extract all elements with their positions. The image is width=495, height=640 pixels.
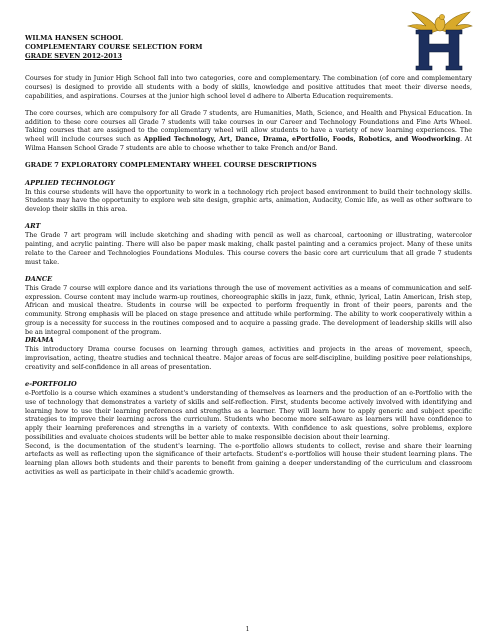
form-title: COMPLEMENTARY COURSE SELECTION FORM: [25, 43, 203, 51]
course-title-eportfolio: e-PORTFOLIO: [25, 380, 77, 388]
course-text-drama: This introductory Drama course focuses on learning through games, activities and projects in the areas of movement, speech, improvisation, acting, theatre studies and technical theatre. Major areas of focus are self-discipline, building positive peer relationships, creativity and self-confidence in all areas of presentation.: [25, 345, 472, 371]
course-text-art: The Grade 7 art program will include sketching and shading with pencil as well as charcoal, cartooning or illustrating, watercolor painting, and acrylic painting. There will also be paper mask making, chalk pastel painting and a ceramics project. Many of these units relate to the Career and Technologies Foundations Modules. This course covers the basic core art curriculum that all grade 7 students must take.: [25, 231, 472, 266]
document-page: [25, 18, 472, 477]
course-title-applied-technology: APPLIED TECHNOLOGY: [25, 178, 115, 187]
grade-title: GRADE SEVEN 2012-2013: [25, 52, 122, 60]
document-header: [25, 18, 472, 74]
intro-p2-end: . At Wilma Hansen School Grade 7 students are able to choose whether to take French and/or Band.: [25, 135, 473, 152]
course-title-dance: DANCE: [25, 274, 53, 283]
course-text-dance: This Grade 7 course will explore dance and its variations through the use of movement activities as a means of communication and self-expression. Course content may include warm-up routines, choreographic skills in jazz, funk, ethnic, lyrical, Latin American, Irish step, African and musical theatre. Students in course will be expected to perform frequently in front of their peers, parents and the community. Strong emphasis will be placed on stage presence and attitude while performing. The ability to work cooperatively within a group is a necessity for success in the routines composed and to acquire a passing grade. The development of leadership skills will also be an integral component of the program.: [25, 283, 472, 336]
intro-p2-course-list: Applied Technology, Art, Dance, Drama, ePortfolio, Foods, Robotics, and Woodworking: [143, 135, 461, 143]
course-title-drama: DRAMA: [25, 336, 54, 345]
course-text-eportfolio-2: Second, is the documentation of the student's learning. The e-portfolio allows students to collect, revise and share their learning artefacts as well as reflecting upon the significance of their artefacts. Student's e-portfolios will house their student learning plans. The learning plan allows both students and their parents to benefit from gaining a deeper understanding of the curriculum and classroom activities as well as participate in their child's academic growth.: [25, 441, 472, 476]
course-text-applied-technology: In this course students will have the opportunity to work in a technology rich project based environment to build their technology skills. Students may have the opportunity to explore web site design, graphic arts, animation, Audacity, Comic life, as well as other software to develop their skills in this area.: [25, 187, 472, 213]
school-logo-icon: [404, 10, 474, 76]
school-name: WILMA HANSEN SCHOOL: [25, 34, 123, 42]
page-number: 1: [245, 626, 250, 633]
intro-paragraph-1: Courses for study in Junior High School fall into two categories, core and complementary. The combination (of core and complementary courses) is designed to provide all students with a body of skills, knowledge and positive attitudes that meet their diverse needs, capabilities, and aspirations. Courses at the junior high school level d adhere to Alberta Education requirements.: [25, 74, 472, 100]
intro-p2-start: The core courses, which are compulsory for all Grade 7 students, are Humanities, Math, Science, and Health and Physical Education. In addition to these core courses all Grade 7 students will take courses in our Career and Technology Foundations and Fine Arts Wheel. Taking courses that are assigned to the complementary wheel will allow students to have a variety of new learning experiences. The wheel will include courses such as: [25, 108, 472, 143]
section-heading: GRADE 7 EXPLORATORY COMPLEMENTARY WHEEL COURSE DESCRIPTIONS: [25, 161, 317, 169]
intro-paragraph-2: [25, 109, 472, 153]
title-block: [25, 34, 202, 61]
course-title-art: ART: [25, 222, 41, 231]
course-text-eportfolio: e-Portfolio is a course which examines a student's understanding of themselves as learners and the production of an e-Portfolio with the use of technology that demonstrates a variety of skills and self-reflection. First, students become actively involved with identifying and learning how to use their learning preferences and strengths as a learner. They will learn how to apply generic and subject specific strategies to improve their learning across the curriculum. Students who become more self-aware as learners will have confidence to apply their learning preferences and strengths in a variety of contexts. With confidence to ask questions, solve problems, explore possibilities and evaluate choices students will be better able to make responsible decision about their learning.: [25, 389, 472, 441]
